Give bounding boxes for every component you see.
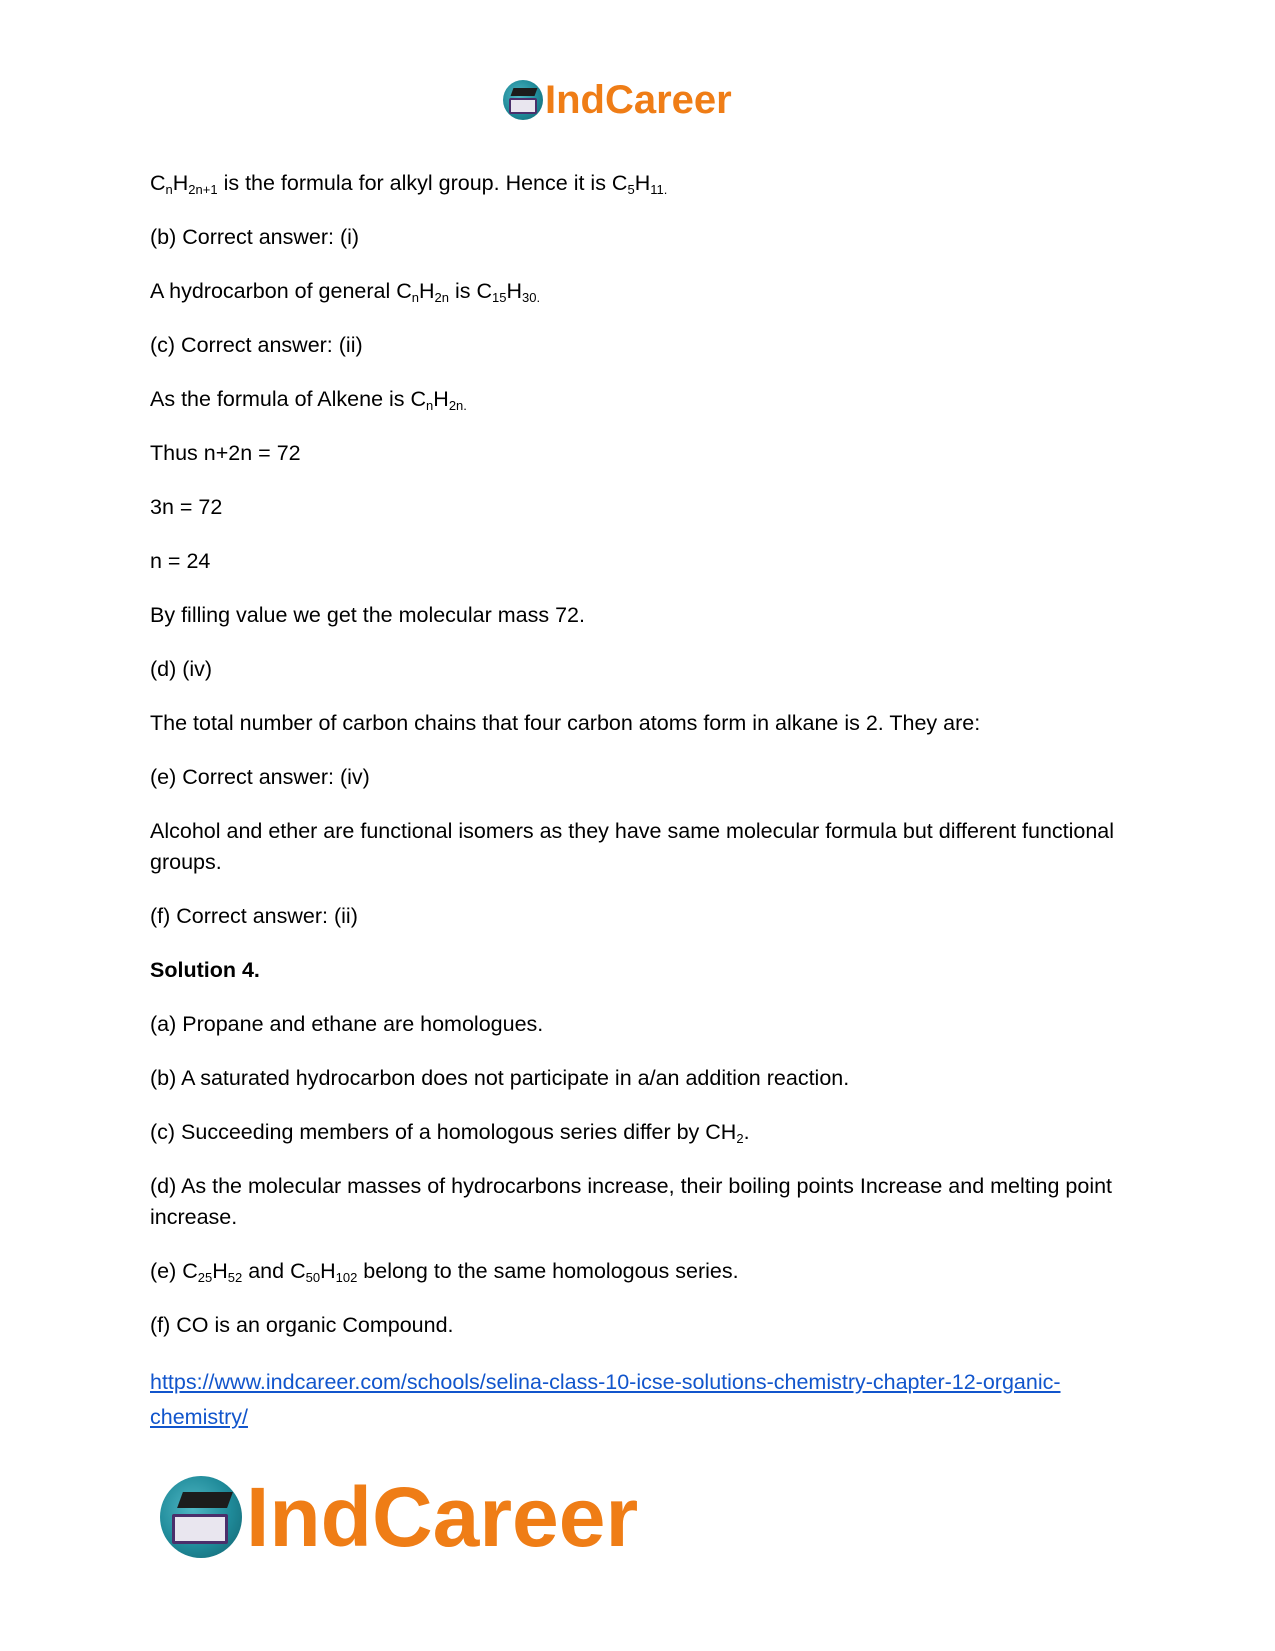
solution-f-line: (f) CO is an organic Compound. [150, 1313, 454, 1337]
equation-line-2: 3n = 72 [150, 495, 223, 519]
header-logo [503, 78, 732, 122]
answer-b-line: (b) Correct answer: (i) [150, 225, 360, 249]
molecular-mass-line: By filling value we get the molecular mass 72. [150, 603, 585, 627]
graduation-cap-book-globe-icon [503, 80, 543, 120]
solution-a-line: (a) Propane and ethane are homologues. [150, 1012, 544, 1036]
hydrocarbon-formula-line: A hydrocarbon of general $C_nH_{2n}$ is $C_{15}H_{30.}$ [150, 279, 541, 305]
graduation-cap-book-globe-icon [160, 1476, 242, 1558]
answer-d-line: (d) (iv) [150, 657, 213, 681]
equation-line-3: n = 24 [150, 549, 211, 573]
answer-e-line: (e) Correct answer: (iv) [150, 765, 370, 789]
solution-heading: Solution 4. [150, 958, 260, 982]
footer-logo [160, 1472, 638, 1562]
solution-e-line: (e) $C_{25}H_{52}$ and $C_{50}H_{102}$ belong to the same homologous series. [150, 1259, 739, 1285]
alkyl-formula-line: $C_nH_{2n+1}$ is the formula for alkyl group. Hence it is $C_5H_{11.}$ [150, 171, 668, 197]
logo-wordmark: IndCareer [545, 78, 732, 122]
answer-f-line: (f) Correct answer: (ii) [150, 904, 358, 928]
answer-c-line: (c) Correct answer: (ii) [150, 333, 363, 357]
alkene-formula-line: As the formula of Alkene is $C_nH_{2n.}$ [150, 387, 467, 413]
carbon-chains-line: The total number of carbon chains that four carbon atoms form in alkane is 2. They are: [150, 711, 981, 735]
solution-b-line: (b) A saturated hydrocarbon does not participate in a/an addition reaction. [150, 1066, 850, 1090]
solution-d-paragraph: (d) As the molecular masses of hydrocarbons increase, their boiling points Increase and melting point increase. [150, 1174, 1113, 1229]
source-link[interactable]: https://www.indcareer.com/schools/selina-class-10-icse-solutions-chemistry-chapter-12-organic-chemistry/ [150, 1370, 1061, 1429]
solution-c-line: (c) Succeeding members of a homologous series differ by $CH_2$. [150, 1120, 750, 1146]
functional-isomers-paragraph: Alcohol and ether are functional isomers as they have same molecular formula but different functional groups. [150, 819, 1115, 874]
logo-wordmark: IndCareer [246, 1470, 639, 1564]
equation-line-1: Thus n+2n = 72 [150, 441, 301, 465]
